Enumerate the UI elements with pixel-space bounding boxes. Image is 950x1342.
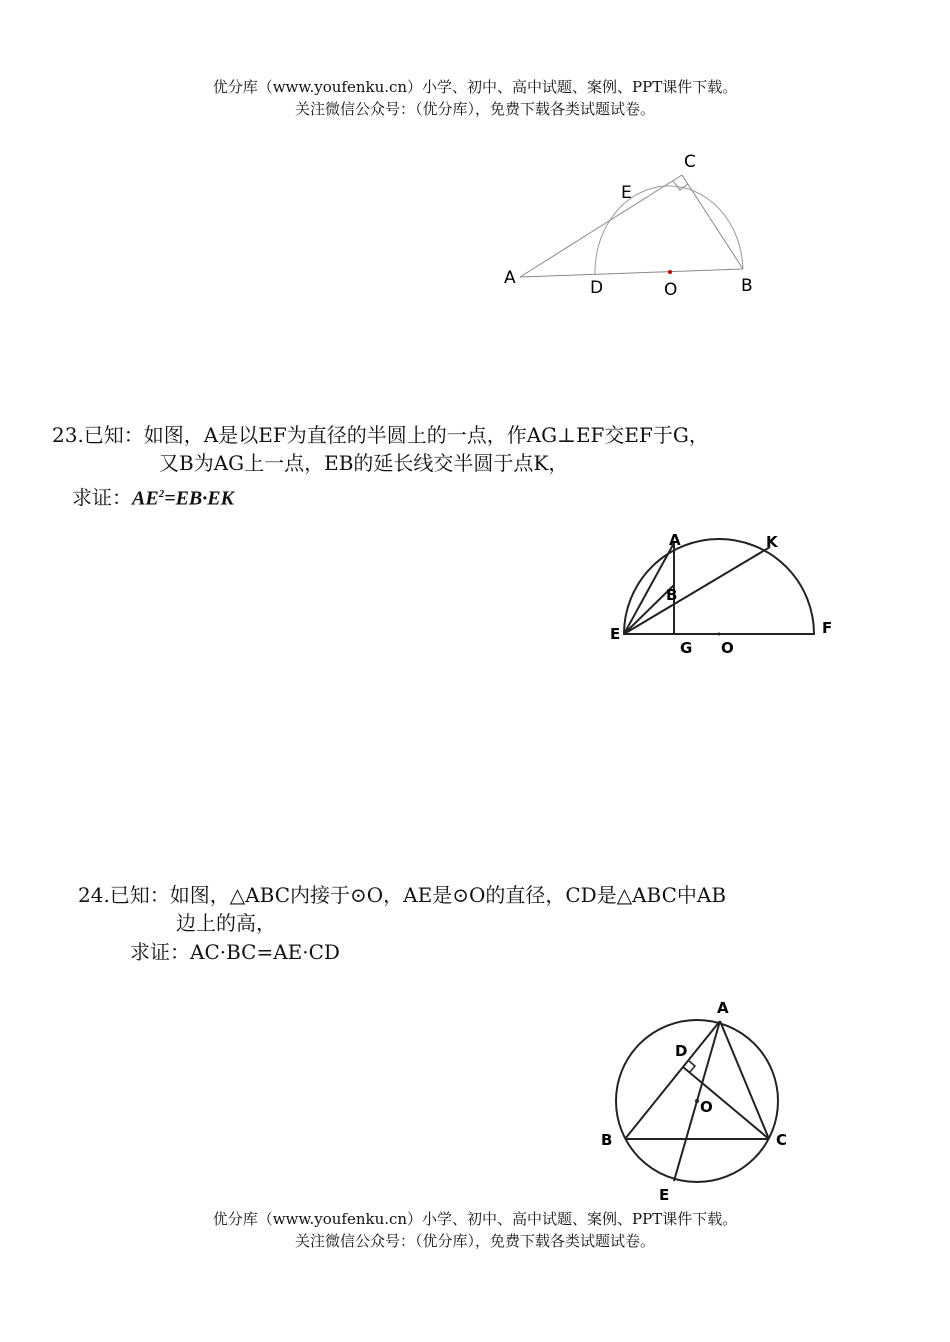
center-point-O [668,270,672,274]
line-AB [625,1021,720,1139]
label-B: B [666,586,678,604]
center-point-O [718,633,721,636]
semicircle-arc [595,186,743,275]
page-header [0,76,950,120]
figure-24 [595,992,810,1207]
label-K: K [766,533,778,551]
label-D: D [590,278,604,298]
formula-exponent: 2 [158,488,165,500]
label-E: E [659,1186,670,1204]
label-B: B [741,276,753,296]
right-angle-mark [689,1061,695,1073]
page-footer [0,1208,950,1252]
problem-23-line-1: 23.已知：如图，A是以EF为直径的半圆上的一点，作AG⊥EF交EF于G， [52,423,709,447]
label-F: F [822,619,833,637]
label-O: O [664,280,678,300]
problem-24-line-1: 24.已知：如图，△ABC内接于⊙O，AE是⊙O的直径，CD是△ABC中AB [78,883,727,907]
problem-23-prove [72,480,234,513]
figure-23 [610,525,850,660]
problem-24-line-3: 求证：AC·BC=AE·CD [130,940,340,964]
line-AC [720,1021,769,1139]
line-EK [624,547,770,634]
line-CB [682,175,743,269]
label-E: E [610,625,621,643]
label-E: E [621,183,632,203]
line-AB [520,269,743,277]
formula-lhs: AE [132,487,159,510]
problem-23-line-2: 又B为AG上一点，EB的延长线交半圆于点K， [159,451,569,475]
problem-24-line-2: 边上的高， [176,911,276,935]
footer-line-2: 关注微信公众号：（优分库），免费下载各类试题试卷。 [294,1232,655,1250]
header-line-2: 关注微信公众号：（优分库），免费下载各类试题试卷。 [294,100,655,118]
figure-22 [490,145,790,305]
formula-rhs: =EB·EK [164,487,234,510]
prove-label: 求证： [72,485,132,510]
label-C: C [684,152,696,172]
label-B: B [601,1131,613,1149]
label-D: D [675,1042,688,1060]
footer-line-1: 优分库（www.youfenku.cn）小学、初中、高中试题、案例、PPT课件下载。 [212,1210,738,1228]
label-A: A [717,999,729,1017]
label-O: O [721,639,734,657]
semicircle [624,539,814,634]
header-line-1: 优分库（www.youfenku.cn）小学、初中、高中试题、案例、PPT课件下载。 [212,78,738,96]
center-point-O [695,1099,699,1103]
label-A: A [504,268,516,288]
label-A: A [669,531,681,549]
label-C: C [776,1131,788,1149]
line-AC [520,175,682,277]
label-O: O [700,1098,713,1116]
label-G: G [680,639,693,657]
